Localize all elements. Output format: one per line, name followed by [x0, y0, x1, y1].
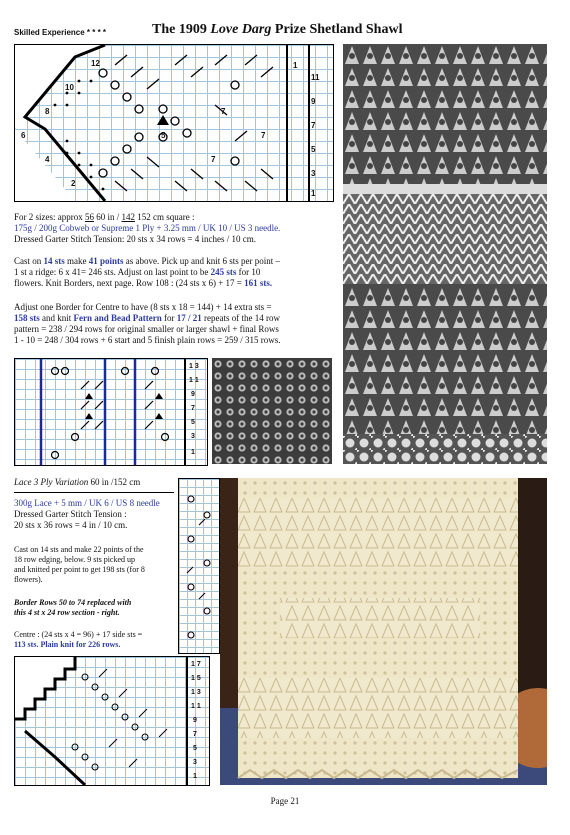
page-title: The 1909 Love Darg Prize Shetland Shawl: [152, 22, 403, 37]
chart-number: 7: [261, 131, 266, 140]
row-number: 10: [65, 83, 74, 92]
edging-18-row-chart: [14, 656, 210, 786]
cream-shawl-photo: [220, 478, 547, 785]
shawl-photo-render: [220, 478, 547, 785]
chart-number: 7: [211, 155, 216, 164]
row-number: 1 5: [191, 675, 201, 682]
row-number: 7: [191, 405, 195, 412]
section-chart-symbols: [179, 479, 219, 653]
edging-chart-symbols: [15, 45, 333, 201]
fern-bead-chart: [14, 358, 208, 466]
lace3-cast-on-text: Cast on 14 sts and make 22 points of the 18 row edging, below. 9 sts picked up and knitted per point to get 198 sts (for 8 flowers).: [14, 545, 145, 584]
lace3-heading: Lace 3 Ply Variation 60 in /152 cm: [14, 477, 141, 487]
edging-18-symbols: [15, 657, 209, 785]
row-number: 12: [91, 59, 100, 68]
row-number: 1 3: [189, 363, 199, 370]
edging-chart: [14, 44, 334, 202]
chart-number: 7: [221, 107, 226, 116]
row-number: 7: [311, 121, 316, 130]
row-number: 3: [193, 759, 197, 766]
page-number: Page 21: [270, 796, 300, 806]
chart-number: 5: [161, 131, 166, 140]
lace3-centre-text: Centre : (24 sts x 4 = 96) + 17 side sts = 113 sts. Plain knit for 226 rows.: [14, 630, 143, 649]
row-number: 3: [191, 433, 195, 440]
skill-level: Skilled Experience * * * *: [14, 28, 107, 37]
lace3-divider: [14, 492, 174, 493]
row-number: 7: [193, 731, 197, 738]
row-number: 9: [193, 717, 197, 724]
row-number: 5: [191, 419, 195, 426]
adjust-text: Adjust one Border for Centre to have (8 sts x 18 = 144) + 14 extra sts = 158 sts and knit Fern and Bead Pattern for 17 / 21 repeats of the 14 row pattern = 238 / 294 rows for original smaller or larger shawl + final Rows 1 - 10 = 248 / 304 rows + 6 start and 5 finish plain rows = 259 / 315 rows.: [14, 302, 281, 345]
row-number: 1: [293, 61, 298, 70]
lace-swatch-photo: [212, 358, 332, 464]
border-section-chart: [178, 478, 220, 654]
row-number: 1: [311, 189, 316, 198]
row-number: 1 3: [191, 689, 201, 696]
row-number: 2: [71, 179, 76, 188]
row-number: 8: [45, 107, 50, 116]
row-number: 5: [193, 745, 197, 752]
row-number: 9: [191, 391, 195, 398]
fern-chart-symbols: [15, 359, 207, 465]
row-number: 1 1: [189, 377, 199, 384]
row-number: 1: [191, 449, 195, 456]
row-number: 4: [45, 155, 50, 164]
lace-texture: [343, 44, 547, 464]
row-number: 3: [311, 169, 316, 178]
row-number: 1: [193, 773, 197, 780]
row-number: 6: [21, 131, 26, 140]
sizes-text: For 2 sizes: approx 56 60 in / 142 152 cm square : 175g / 200g Cobweb or Supreme 1 Ply + 3.25 mm / UK 10 / US 3 needle. Dressed Garter Stitch Tension: 20 sts x 34 rows = 4 inches / 10 cm.: [14, 212, 281, 244]
row-number: 5: [311, 145, 316, 154]
row-number: 9: [311, 97, 316, 106]
row-number: 11: [311, 73, 320, 82]
swatch-texture: [212, 358, 332, 464]
shawl-border-photo: [343, 44, 547, 464]
cast-on-text: Cast on 14 sts make 41 points as above. Pick up and knit 6 sts per point – 1 st a ridge: 6 x 41= 246 sts. Adjust on last point to be 245 sts for 10 flowers. Knit Borders, next page. Row 108 : (24 sts x 6) + 17 = 161 sts.: [14, 256, 281, 288]
row-number: 1 1: [191, 703, 201, 710]
lace3-border-note: Border Rows 50 to 74 replaced with this 4 st x 24 row section - right.: [14, 598, 132, 617]
row-number: 1 7: [191, 661, 201, 668]
lace3-yarn-text: 300g Lace + 5 mm / UK 6 / US 8 needle Dressed Garter Stitch Tension : 20 sts x 36 rows = 4 in / 10 cm.: [14, 498, 160, 530]
